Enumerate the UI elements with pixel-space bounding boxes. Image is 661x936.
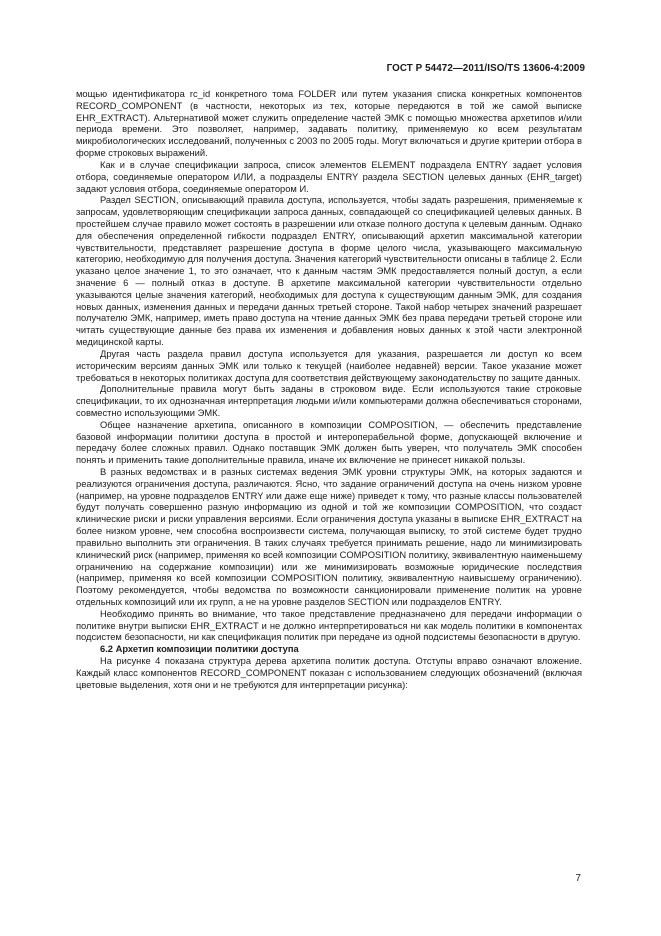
page-number: 7	[575, 873, 581, 884]
paragraph: Другая часть раздела правил доступа используется для указания, разрешается ли доступ ко всем историческим версиям данных ЭМК или только к текущей (наиболее недавней) версии. Такое указание может требоваться в некоторых политиках доступа для соответствия действующему законодательству по защите данных.	[76, 348, 582, 383]
paragraph: В разных ведомствах и в разных системах ведения ЭМК уровни структуры ЭМК, на которых задаются и реализуются ограничения доступа, различаются. Ясно, что задание ограничений доступа на очень низком уровне (например, на уровне подразделов ENTRY или даже еще ниже) приведет к тому, что разные классы пользователей будут получать совершенно разную информацию из одной и той же композиции COMPOSITION, что создаст клинические риски и риски управления версиями. Если ограничения доступа указаны в выписке EHR_EXTRACT на более низком уровне, чем способна воспроизвести система, получающая выписку, то этой системе будет трудно правильно выполнить эти ограничения. В таких случаях требуется принимать решение, надо ли минимизировать клинический риск (например, применяя ко всей композиции COMPOSITION политику, эквивалентную наименьшему ограничению на содержание композиции) или же минимизировать возможные юридические последствия (например, применяя ко всей композиции COMPOSITION политику, эквивалентную наивысшему ограничению). Поэтому рекомендуется, чтобы ведомства по возможности санкционировали применение политик на уровне отдельных композиций или их групп, а не на уровне разделов SECTION или подразделов ENTRY.	[76, 467, 582, 607]
paragraph: Общее назначение архетипа, описанного в композиции COMPOSITION, — обеспечить представление базовой информации политики доступа в простой и интероперабельной форме, допускающей включение и передачу более сложных правил. Однако поставщик ЭМК должен быть уверен, что получатель ЭМК способен понять и применить такие дополнительные правила, иначе их включение не принесет никакой пользы.	[76, 419, 582, 466]
page-header-standard: ГОСТ Р 54472—2011/ISO/TS 13606-4:2009	[386, 63, 585, 74]
document-body	[76, 89, 582, 691]
paragraph: Необходимо принять во внимание, что такое представление предназначено для передачи информации о политике внутри выписки EHR_EXTRACT и не должно интерпретироваться ни как модель политики в компонентах подсистем безопасности, ни как спецификация политик при передаче из одной подсистемы безопасности в другую.	[76, 608, 582, 643]
paragraph: Дополнительные правила могут быть заданы в строковом виде. Если используются такие строковые спецификации, то их однозначная интерпретация людьми и/или компьютерами должна обеспечиваться сторонами, совместно использующими ЭМК.	[76, 384, 582, 418]
paragraph: Раздел SECTION, описывающий правила доступа, используется, чтобы задать разрешения, применяемые к запросам, удовлетворяющим спецификации запроса данных, совпадающей со спецификацией целевых данных. В простейшем случае правило может состоять в разрешении или отказе полного доступа к целевым данным. Однако для обеспечения определенной гибкости подраздел ENTRY, описывающий архетип максимальной категории чувствительности, представляет разрешение доступа в форме целого числа, указывающего максимальную категорию, необходимую для получения доступа. Значения категорий чувствительности описаны в таблице 2. Если указано целое значение 1, то это означает, что к данным частям ЭМК предоставляется полный доступ, а если значение 6 — полный отказ в доступе. В архетипе максимальной категории чувствительности отдельно указываются целые значения категорий, необходимых для доступа к существующим данным ЭМК, для создания новых данных, изменения данных и передачи данных третьей стороне. Такой набор четырех значений разрешает получателю ЭМК, например, иметь право доступа на чтение данных ЭМК без права передачи третьей стороне или читать существующие данные без права их изменения и добавления новых данных к этой части электронной медицинской карты.	[76, 195, 582, 348]
paragraph: Как и в случае спецификации запроса, список элементов ELEMENT подраздела ENTRY задает условия отбора, соединяемые оператором ИЛИ, а подразделы ENTRY раздела SECTION целевых данных (EHR_target) задают условия отбора, соединяемые оператором И.	[76, 159, 582, 194]
section-heading: 6.2 Архетип композиции политики доступа	[100, 644, 299, 655]
paragraph-continuation: мощью идентификатора rc_id конкретного тома FOLDER или путем указания списка конкретных компонентов RECORD_COMPONENT (в частности, некоторых из тех, которые передаются в той же самой выписке EHR_EXTRACT). Альтернативой может служить определение частей ЭМК с помощью множества архетипов и/или периода времени. Это позволяет, например, задавать политику, применяемую ко всем результатам микробиологических исследований, полученных с 2003 по 2005 годы. Могут включаться и другие критерии отбора в форме строковых выражений.	[76, 89, 582, 159]
section-paragraph: На рисунке 4 показана структура дерева архетипа политик доступа. Отступы вправо означают вложение. Каждый класс компонентов RECORD_COMPONENT показан с использованием следующих обозначений (включая цветовые выделения, хотя они и не требуются для интерпретации рисунка):	[76, 656, 582, 690]
